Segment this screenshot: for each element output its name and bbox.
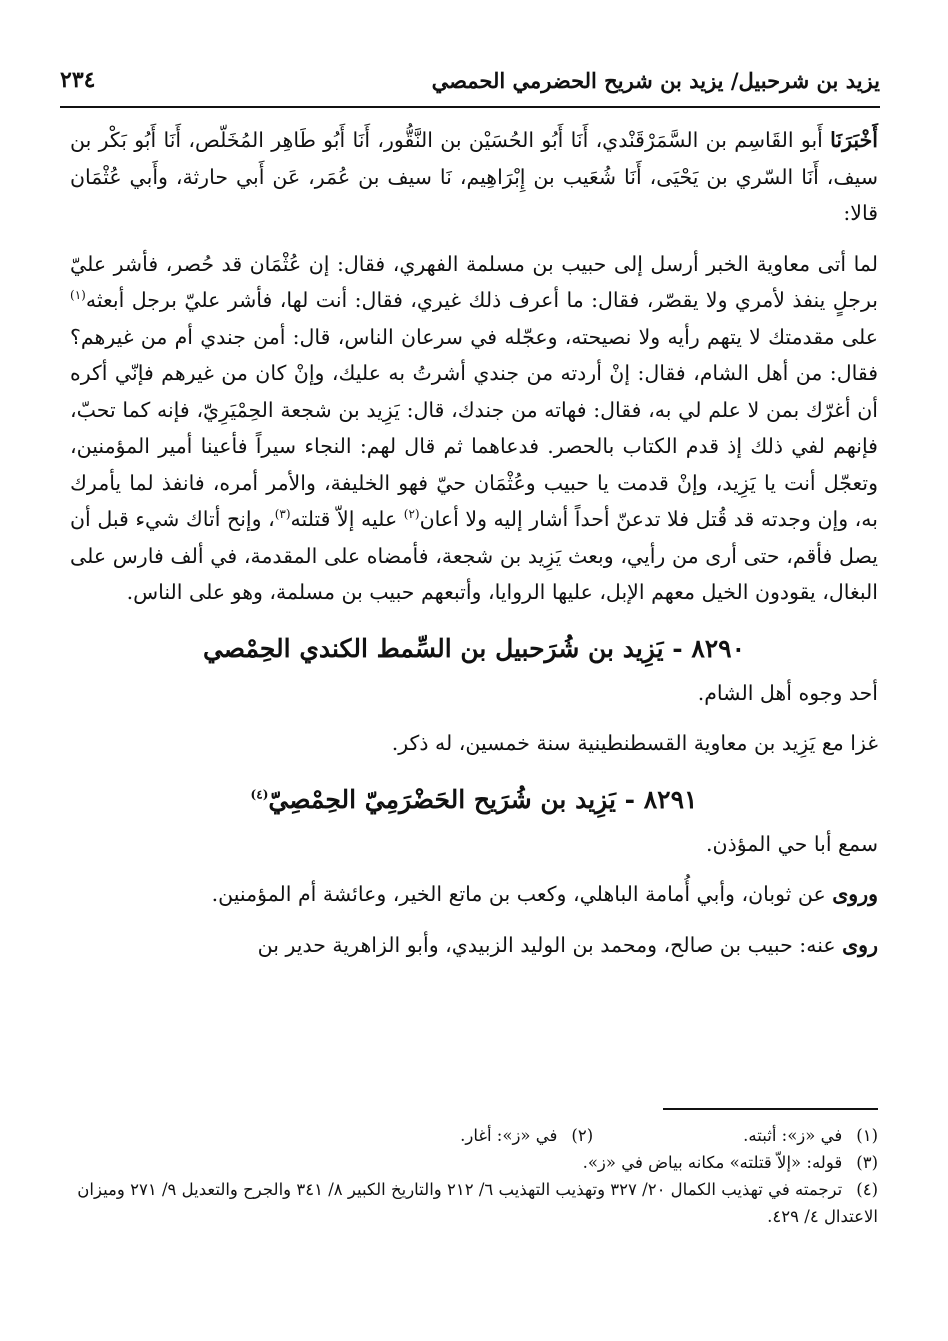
footnote-3-number: (٣) [856, 1153, 878, 1172]
header-divider [60, 106, 880, 108]
footnote-divider [663, 1108, 878, 1110]
footnote-2 [460, 1122, 593, 1149]
footnote-ref-4: (٤) [250, 787, 269, 802]
footnote-ref-2: (٢) [403, 507, 420, 522]
entry-8291-heading-text: ٨٢٩١ - يَزِيد بن شُرَيح الحَضْرَمِيّ الحِمْصِيّ [268, 784, 698, 814]
footnote-row-1-2 [70, 1122, 878, 1149]
footnote-2-text: في «ز»: أغار. [460, 1126, 558, 1145]
narrative-part-4: ، وإنح أتاك شيء قبل أن يصل فأقم، حتى أرى من رأيي، وبعث يَزِيد بن شجعة، فأمضاه على المقدمة، في ألف فارس على البغال، يقودون الخيل معهم الإبل، عليها الروايا، وأتبعهم حبيب بن مسلمة، وهو على الناس. [70, 507, 878, 604]
running-title: يزيد بن شرحبيل/ يزيد بن شريح الحضرمي الحمصي [431, 67, 880, 93]
footnote-2-number: (٢) [571, 1126, 594, 1145]
footnote-3 [70, 1149, 878, 1176]
page-header [60, 60, 880, 100]
footnote-4 [70, 1176, 878, 1230]
footnote-1 [743, 1122, 878, 1149]
footnote-4-number: (٤) [856, 1180, 878, 1199]
narrative-paragraph [70, 246, 878, 611]
footnote-3-text: قوله: «إلاّ قتلته» مكانه بياض في «ز». [582, 1153, 843, 1172]
footnote-ref-3: (٣) [274, 507, 291, 522]
rawa-lead: وروى [832, 882, 878, 906]
narrative-part-3: عليه إلاّ قتلته [290, 507, 404, 531]
isnad-text: أَبو القَاسِم بن السَّمَرْقَنْدي، أَنَا أَبُو الحُسَيْن بن النَّقُّور، أَنَا أَبُو طَاهِر المُخَلّص، أَنَا أَبُو بَكْر بن سيف، أَنَا السّري بن يَحْيَى، أَنَا شُعَيب بن إِبْرَاهِيم، نَا سيف بن عُمَر، عَن أَبي حارثة، وأَبي عُثْمَان قالا: [70, 128, 878, 225]
footnote-1-text: في «ز»: أثبته. [743, 1126, 843, 1145]
footnote-4-text: ترجمته في تهذيب الكمال ٢٠/ ٣٢٧ وتهذيب التهذيب ٦/ ٢١٢ والتاريخ الكبير ٨/ ٣٤١ والجرح والتعديل ٩/ ٢٧١ وميزان الاعتدال ٤/ ٤٢٩. [77, 1180, 878, 1226]
isnad-lead: أَخْبَرَنَا [830, 128, 878, 152]
footnotes [70, 1122, 878, 1230]
ruwiya-text: عنه: حبيب بن صالح، ومحمد بن الوليد الزبيدي، وأبو الزاهرية حدير بن [257, 932, 843, 957]
entry-8291-ruwiya [70, 927, 878, 964]
page-number: ٢٣٤ [60, 67, 96, 93]
narrative-part-1: لما أتى معاوية الخبر أرسل إلى حبيب بن مسلمة الفهري، فقال: إن عُثْمَان قد حُصر، فأشر عليّ برجلٍ ينفذ لأمري ولا يقصّر، فقال: ما أعرف ذلك غيري، فقال: أنت لها، فأشر عليّ برجل أبعثه [70, 251, 878, 312]
entry-8291-line-1: سمع أبا حي المؤذن. [706, 831, 878, 856]
ruwiya-lead: روى [842, 932, 878, 957]
entry-8290-line-2: غزا مع يَزِيد بن معاوية القسطنطينية سنة خمسين، له ذكر. [391, 731, 878, 755]
footnote-ref-1: (١) [70, 288, 86, 303]
isnad-paragraph [70, 122, 878, 232]
footnote-1-number: (١) [856, 1126, 878, 1145]
narrative-part-2: على مقدمتك لا يتهم رأيه ولا نصيحته، وعجّله في سرعان الناس، قال: أمن جندي أم من غيرهم؟ فقال: من أهل الشام، فقال: إنْ أردته من جندي أشرتُ به عليك، وإنْ كان من غيرهم فإنّي أكره أن أغرّك بمن لا علم لي به، فقال: فهاته من جندك، قال: يَزِيد بن شجعة الحِمْيَرِيّ، فإنه كما تحبّ، فإنهم لفي ذلك إذ قدم الكتاب بالحصر. فدعاهما ثم قال لهم: النجاء سيراً فأعينا أمير المؤمنين، وتعجّل أنت يا يَزِيد، وإنْ قدمت يا حبيب وعُثْمَان حيّ فهو الخليفة، والأمر أمره، فانفذ لما يأمرك به، وإن وجدته قد قُتل فلا تدعنّ أحداً أشار إليه ولا أعان [70, 324, 878, 531]
entry-8291-heading [70, 780, 878, 820]
main-text [70, 122, 878, 963]
entry-8290-line-1: أحد وجوه أهل الشام. [697, 680, 878, 705]
entry-8291-rawa [70, 876, 878, 913]
entry-8290-heading: ٨٢٩٠ - يَزِيد بن شُرَحبيل بن السِّمط الكندي الحِمْصي [202, 633, 746, 663]
rawa-text: عن ثوبان، وأبي أُمامة الباهلي، وكعب بن ماتع الخير، وعائشة أم المؤمنين. [211, 882, 833, 906]
